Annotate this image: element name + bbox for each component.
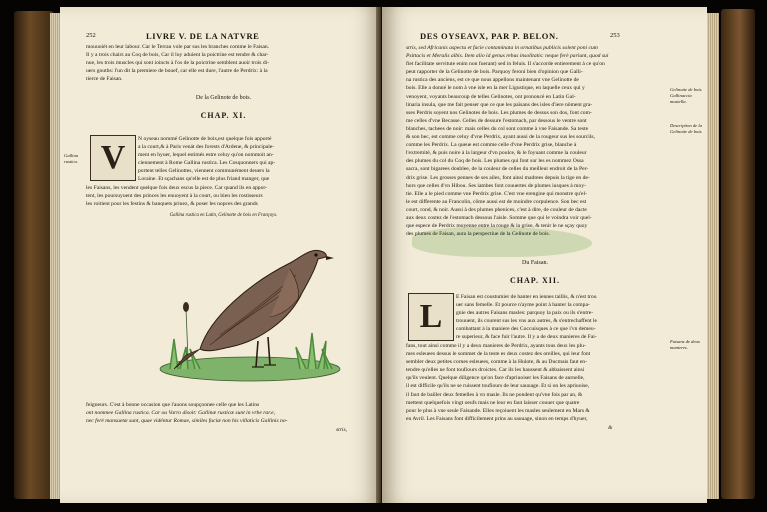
- text-line: tierce de Faisan.: [86, 76, 123, 83]
- text-line: linaria insula, que me fait penser que ce que les païsans des isles d'iere nôment gra-: [406, 101, 593, 108]
- drop-cap-v: [90, 135, 136, 181]
- text-line: uers goutbs: l'un dit la premiere de bouef, car elle est dure, l'autre de Perdrix: à la: [86, 68, 268, 75]
- text-line: N oyseau nommé Gelinotte de bois,est quelque fois apporté: [138, 136, 272, 142]
- text-line: ment en hyuer, lequel estimés estre celuy qu'on nommoit an-: [138, 152, 274, 159]
- text-line: Il y a trois chairs au Coq de bois, Car il luy aduient la poictrine est tendre & char-: [86, 52, 269, 59]
- text-line: mettent quelquefois vingt oeufs mais ne leur en faut laisser couuer que quatre: [406, 399, 580, 406]
- text-line: les Faisans, les vendent quelque fois deux escus la piece. Car quand ils en appor-: [86, 185, 268, 191]
- text-line: qu'ils veulent. Quelque diligence qu'on face d'apriuoiser les Faisans de aurnelle,: [406, 375, 585, 382]
- text-line: fiet facilitate servitute enim non fuerant) sed in feluis. Il s'accorde entierement à ce qu'on: [406, 61, 605, 68]
- left-chapter-text-full: [86, 184, 361, 208]
- right-chapter-text-full: [406, 342, 664, 423]
- right-page: [382, 7, 707, 503]
- text-line: que espece de Perdrix moyenne entre la rouge & la grise, & tenir le ne sçay quoy: [406, 223, 588, 230]
- text-line: drix grise. Les grosses pennes de ses ailes, font ainsi madrees depuis la tige en de-: [406, 174, 590, 181]
- text-line: fans, tout ainsi comme il y a deux manieres de Perdrix, ayants tous deux les plu-: [406, 343, 586, 349]
- text-line: uer sans femelle. Et pource n'ayme point à hanter la compa-: [456, 302, 590, 309]
- right-section-title: Du Faisan.: [522, 260, 548, 266]
- text-line: peut rapporter de la Gelinotte de bois. Parquoy feroni bien d'opinion que Galli-: [406, 69, 583, 76]
- text-line: ciennement à Rome Gallina rustica. Les Cosquonners qui ap-: [138, 160, 276, 167]
- left-section-title: De la Gelinote de bois.: [195, 95, 252, 101]
- text-line: ont nommee Gallina rustica. Car ou Varro disoit: Gallinæ rusticæ sunt in vrbe rar.e,: [86, 410, 276, 417]
- text-line: des plumes du col du Coq de bois. Les plumes qui font sur les es nommez Ossa: [406, 158, 584, 165]
- text-line: stris, sed Africanis aspectu et facie contaminata in ornatibus publicis solent poni cum: [406, 45, 598, 51]
- text-line: en Avril. Les Faisans font difficilement prins au sauuage, sinon en temps d'hyuer,: [406, 415, 588, 422]
- left-bottom-text: [86, 401, 361, 425]
- book-cover-left: [14, 11, 54, 499]
- text-line: sses Perdris soyent nos Gelinotes de bois. Les plumes de dessus son dos, font com-: [406, 109, 592, 116]
- right-margin-note-1: Gelinotte de bois. Gallinaccia mustella.: [670, 87, 703, 104]
- text-line: tendre qu'elles ne font toufiours droictes. Car ils les haussent & abbaissent ainsi: [406, 367, 585, 374]
- text-line: l'extremité, & puis noire à la largeur d'vn poulce, & le foyuant comme la couleur: [406, 150, 587, 157]
- text-line: les roitient pour les festins & banquets priuez, & poser les nopces des grands: [86, 201, 258, 208]
- text-line: trouuent, ils courent sus les vns aux autres, & s'entrechaffent le: [456, 318, 598, 325]
- text-line: re superieur, & face fuir l'autre. Il y a de deux manieres de Fai-: [456, 334, 597, 341]
- right-margin-note-2: Description de la Gelinotte de bois.: [670, 123, 703, 134]
- text-line: me celles d'vne Becasse. Celles de dessure l'estomach, par dessous le ventre sont: [406, 117, 587, 124]
- text-line: le est differente au Francolin, côme aussi est de moindre corpulence. Son bec est: [406, 198, 587, 205]
- book-cover-right: [721, 9, 755, 499]
- book-spread: [14, 3, 755, 509]
- text-line: comme les Perdrix. La queue est comme celle d'vne Perdrix grise, blanche à: [406, 142, 577, 149]
- left-running-head: LIVRE V. DE LA NATVRE: [146, 31, 260, 41]
- text-line: venoyent, voyants beaucoup de telles Gelinotes, ont prononcé en Latin Gal-: [406, 93, 576, 100]
- text-line: a la court,& à Paris venát des forests d'Ardene, & principale-: [138, 144, 275, 151]
- hazel-grouse-illustration: [140, 229, 350, 389]
- illustration-caption: Gallina rustica en Latin, Gelinotte de bois en Françoys.: [169, 213, 278, 218]
- text-line: mouuoiét en leur labour. Car le Terrau vole par sus les branches comme le Faisan.: [86, 44, 270, 50]
- left-margin-note: Gallina rustica.: [64, 153, 79, 164]
- left-top-text: [86, 43, 361, 83]
- text-line: gnie des autres Faisans masles: parquoy la paix ou ils s'entre-: [456, 310, 594, 317]
- left-chapter-title: CHAP. XI.: [200, 111, 247, 120]
- text-line: E Faisan est coustumier de hanter en iennes taillis, & n'est trou: [456, 294, 597, 300]
- text-line: tent, les poursuyuent des princes les enuoyent à la court, ou bien les rostisseurs: [86, 193, 263, 200]
- text-line: sembler deux petites cornes esleuees, comme à la Hulote, & au Ducmais faut en-: [406, 359, 587, 366]
- right-catchword: &: [608, 425, 613, 431]
- text-line: tie. Elle a le pied comme vne Perdrix grise. C'est vne erengine qui monstre qu'el-: [406, 190, 587, 197]
- right-running-head: DES OYSEAVX, PAR P. BELON.: [420, 31, 559, 41]
- left-catchword: stris,: [336, 427, 348, 433]
- right-chapter-title: CHAP. XII.: [510, 276, 560, 285]
- page-edges-right: [707, 13, 719, 499]
- left-chapter-text-indented: [138, 135, 360, 184]
- text-line: portent telles Gelinottes, viennent communément deuers la: [138, 168, 270, 175]
- text-line: blanches, tachees de noir: mais celles du col sont comme à vne Faisande. Sa teste: [406, 125, 589, 132]
- text-line: pour le plus à vne seule Faisande. Elles reçoiuent les masles seulement en Mars &: [406, 407, 590, 414]
- text-line: bois. Elle a donné le nom à vne isle en la mer Ligustique, en laquelle ceux qui y: [406, 85, 585, 92]
- right-margin-note-3: Faisans de deux manieres.: [670, 339, 700, 350]
- left-page-number: 252: [86, 32, 96, 39]
- text-line: & son bec, est comme celuy d'vne Perdrix, ayant aussi de la rougeur sus les sourcils,: [406, 134, 595, 141]
- text-line: court, rond, & noir. Aussi à des plumes phenices, c'est à dire, de couleur de dacte: [406, 206, 587, 213]
- right-chapter-text-indented: [456, 293, 664, 342]
- text-line: Loraine. Et sçachans qu'elle est de plus friand manger, que: [138, 176, 270, 183]
- right-page-number: 253: [610, 32, 620, 39]
- text-line: mes esleuees dessus le sommet de la teste es deux costez des oreilles, qui leur font: [406, 351, 591, 358]
- text-line: nec ferè mansuetæ sunt, quae vidéntur Romae, similes faciæ non his villaticis Gallinis no-: [86, 418, 288, 425]
- left-page: [60, 7, 381, 503]
- text-line: aux deux costez de l'estomach dessous l'aisle. Somme que qui le voindra voir quel-: [406, 214, 592, 221]
- drop-cap-l: [408, 293, 454, 341]
- text-line: na rustica des anciens, est ce que nous appellons maintenant vne Gelinotte de: [406, 77, 579, 84]
- drop-cap-letter: L: [419, 298, 443, 335]
- text-line: sacra, sont bigarees doublee, de la couleur de celles du meilleur endroit de la Per-: [406, 166, 589, 173]
- right-top-text: [406, 44, 664, 238]
- text-line: hors que celles d'vn Hibou. Ses iambes font couuertes de plumes iusques à moy-: [406, 182, 586, 189]
- text-line: Psittacis et Merulis albis. Item alio id genus rebus insolitatis: neque ferè pariunt, quod sui: [406, 53, 609, 60]
- text-line: nue, les trois muscles qui sont ioincts à l'os de la poictrine semblent auoir trois di-: [86, 60, 270, 67]
- text-line: feigneurs. C'est à bonne occasion que l'auons soupçonnee celle que les Latins: [86, 402, 260, 408]
- text-line: combattant à la maniere des Coccuísques à ce que i'vn demeu-: [456, 326, 596, 333]
- text-line: des plumes de Faisan, aura la perspectiue de la Gelinote de bois.: [406, 231, 550, 238]
- drop-cap-letter: V: [100, 139, 126, 176]
- text-line: il faut de bailler deux femelles à vn masle. Ils ne pondent qu'vne fois par an, &: [406, 391, 583, 398]
- text-line: il est difficile qu'ils ne se ruissent toufiours de leur sauuage. Et si on les apriuoise,: [406, 383, 590, 390]
- page-edges-left: [50, 13, 60, 499]
